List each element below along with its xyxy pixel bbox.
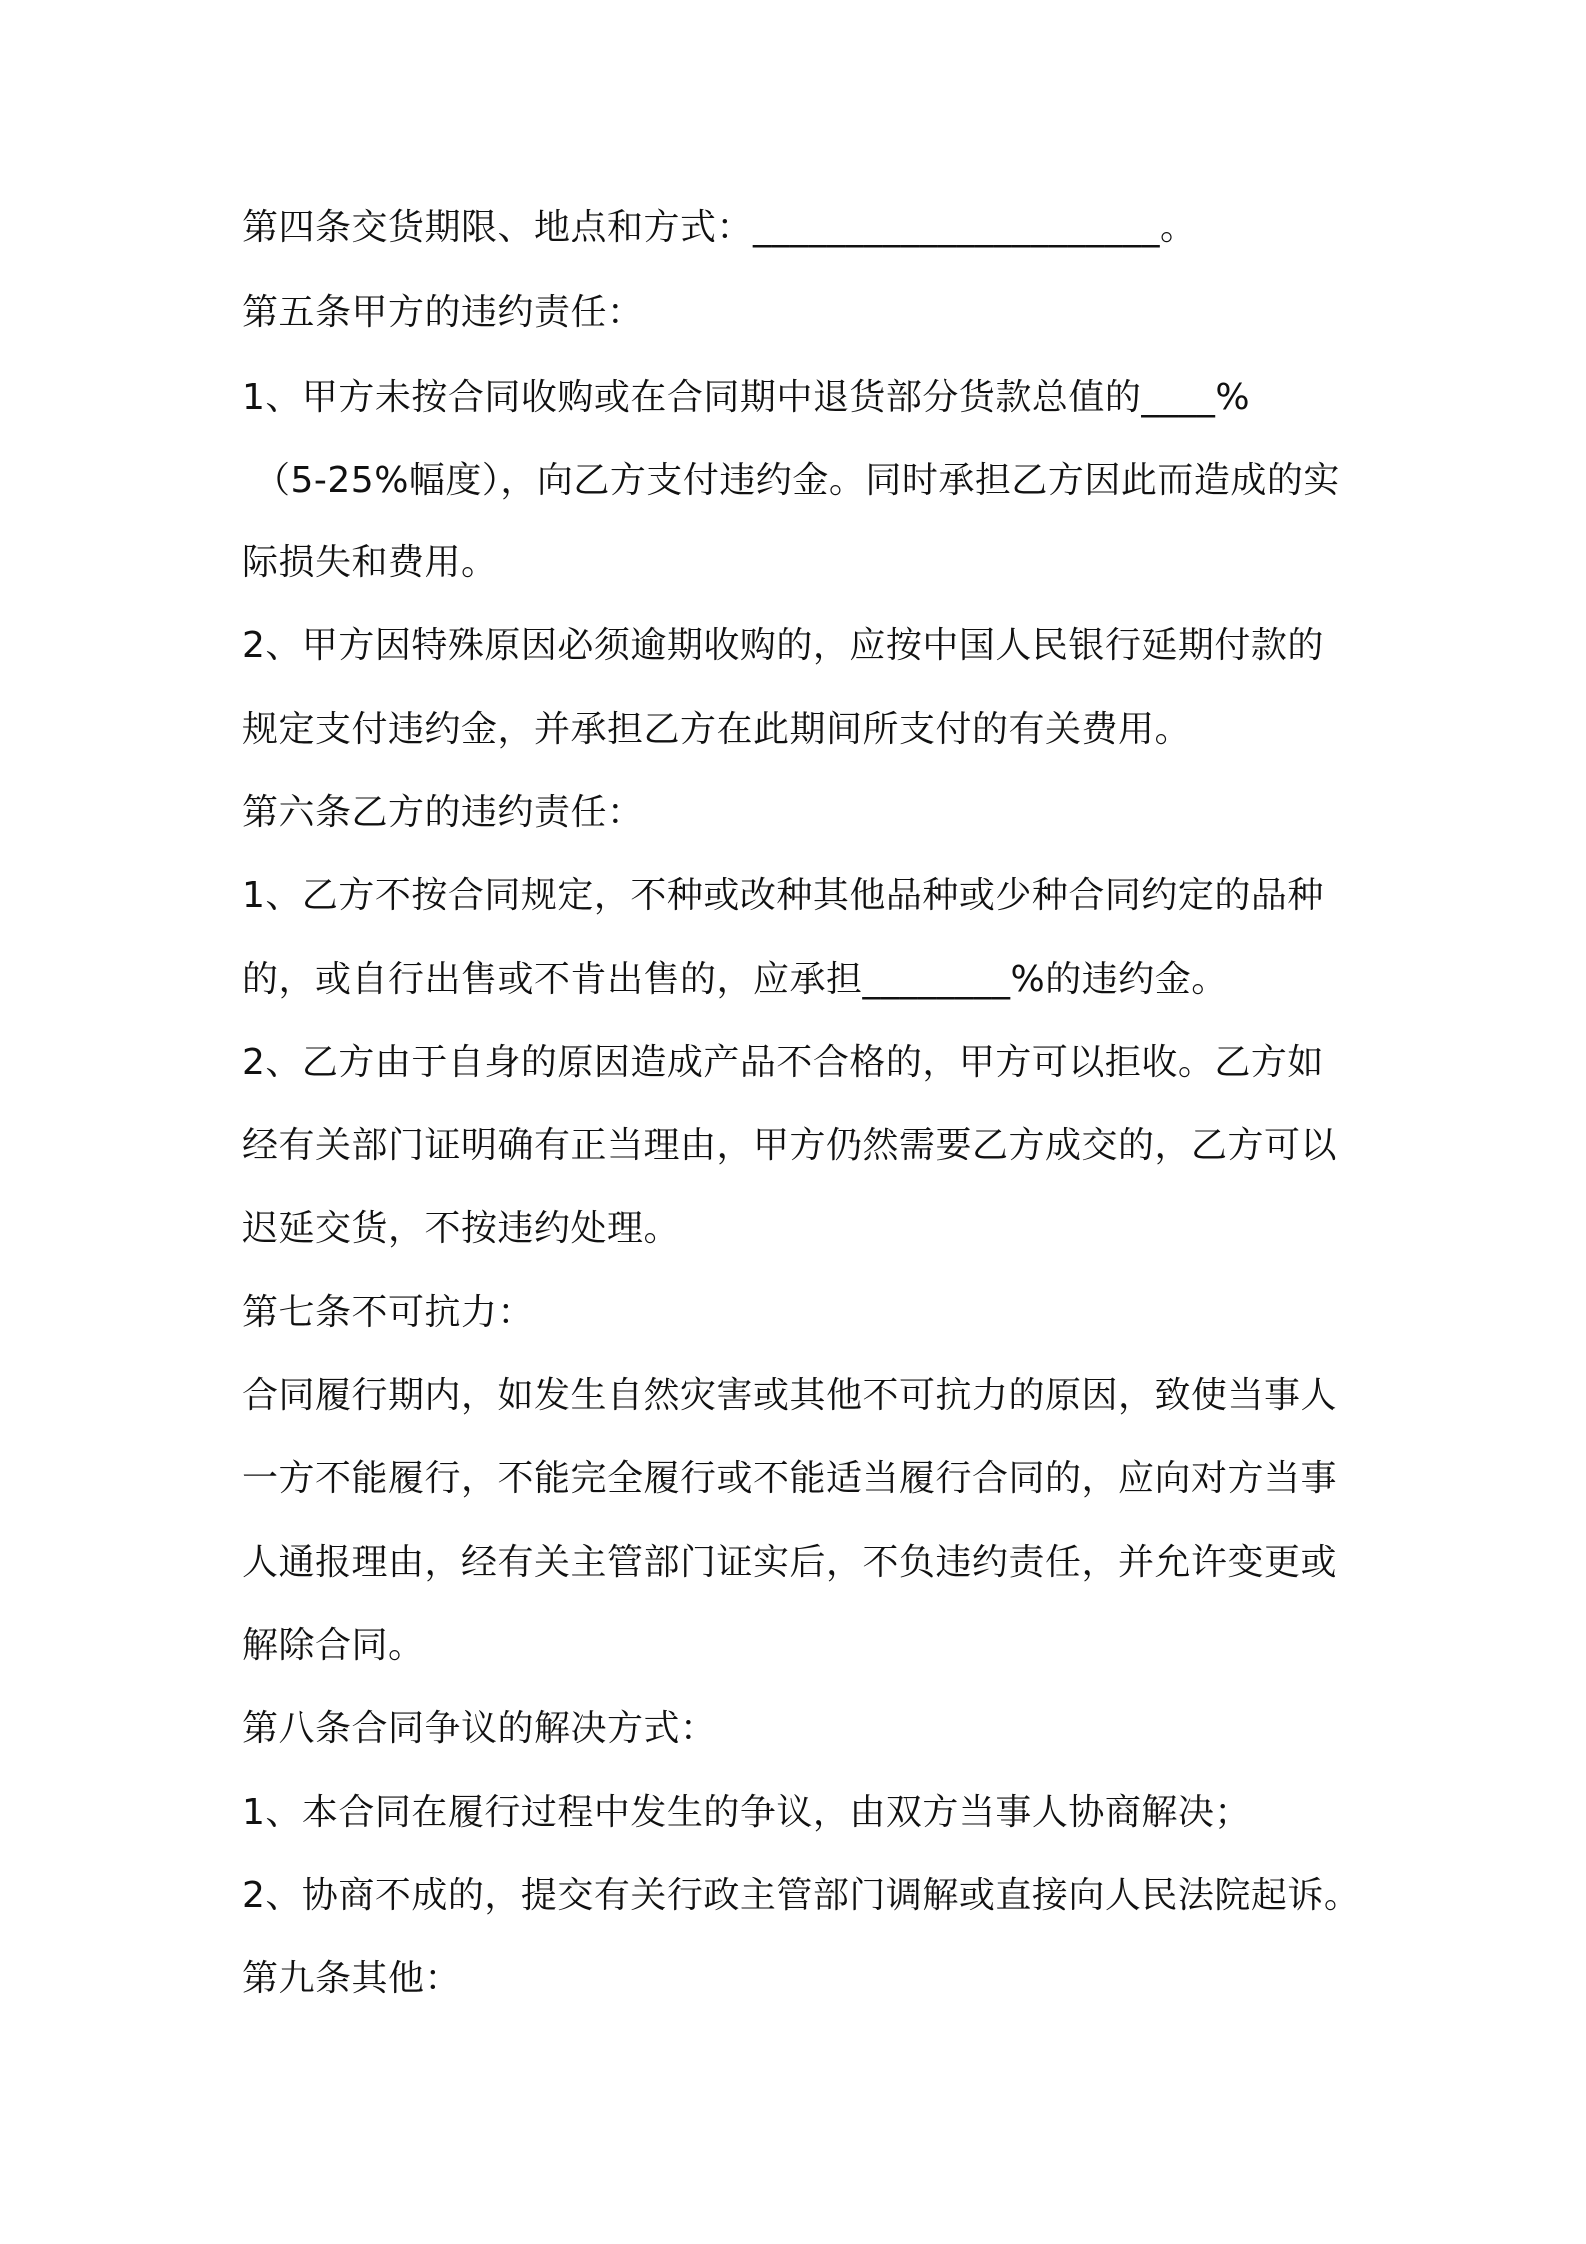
- article-9-heading: 第九条其他：: [242, 1958, 462, 1999]
- article-6-clause-2: 2、乙方由于自身的原因造成产品不合格的，甲方可以拒收。乙方如: [242, 1042, 1324, 1083]
- article-5-clause-2-cont: 规定支付违约金，并承担乙方在此期间所支付的有关费用。: [242, 709, 1192, 750]
- article-8-clause-1: 1、本合同在履行过程中发生的争议，由双方当事人协商解决；: [242, 1792, 1251, 1833]
- article-7-body-cont-2: 人通报理由，经有关主管部门证实后，不负违约责任，并允许变更或: [242, 1542, 1338, 1583]
- article-6-clause-2-cont-2: 迟延交货，不按违约处理。: [242, 1208, 681, 1249]
- article-8-heading: 第八条合同争议的解决方式：: [242, 1708, 717, 1749]
- article-7-body-cont: 一方不能履行，不能完全履行或不能适当履行合同的，应向对方当事: [242, 1458, 1338, 1499]
- article-6-clause-1-cont: 的，或自行出售或不肯出售的，应承担________%的违约金。: [242, 959, 1228, 1000]
- article-5-clause-1: 1、甲方未按合同收购或在合同期中退货部分货款总值的____%: [242, 377, 1251, 418]
- article-7-body-cont-3: 解除合同。: [242, 1625, 425, 1666]
- article-5-clause-2: 2、甲方因特殊原因必须逾期收购的，应按中国人民银行延期付款的: [242, 625, 1324, 666]
- article-5-clause-1-cont: （5-25%幅度），向乙方支付违约金。同时承担乙方因此而造成的实: [254, 460, 1340, 501]
- article-6-heading: 第六条乙方的违约责任：: [242, 792, 644, 833]
- article-4-delivery: 第四条交货期限、地点和方式：______________________。: [242, 207, 1197, 248]
- article-5-clause-1-cont-2: 际损失和费用。: [242, 542, 498, 583]
- article-5-heading: 第五条甲方的违约责任：: [242, 292, 644, 333]
- article-8-clause-2: 2、协商不成的，提交有关行政主管部门调解或直接向人民法院起诉。: [242, 1875, 1361, 1916]
- article-6-clause-1: 1、乙方不按合同规定，不种或改种其他品种或少种合同约定的品种: [242, 875, 1324, 916]
- article-7-heading: 第七条不可抗力：: [242, 1292, 535, 1333]
- article-6-clause-2-cont: 经有关部门证明确有正当理由，甲方仍然需要乙方成交的，乙方可以: [242, 1125, 1338, 1166]
- article-7-body: 合同履行期内，如发生自然灾害或其他不可抗力的原因，致使当事人: [242, 1375, 1338, 1416]
